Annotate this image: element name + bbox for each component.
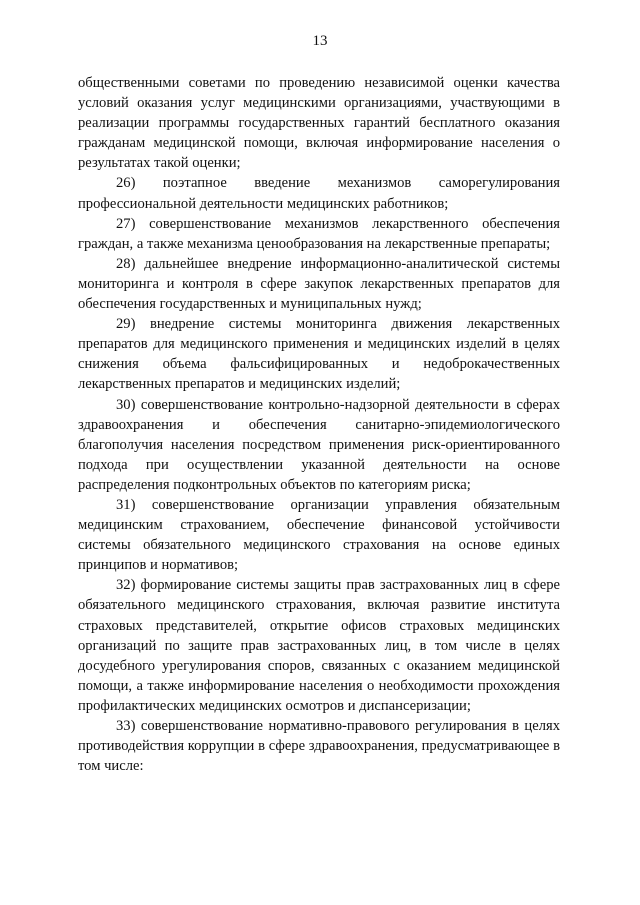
paragraph-item-33: 33) совершенствование нормативно-правового регулирования в целях противодействия коррупции в сфере здравоохранения, предусматривающее в том числе:	[78, 718, 560, 775]
body-text	[78, 73, 560, 776]
paragraph-item-28: 28) дальнейшее внедрение информационно-аналитической системы мониторинга и контроля в сфере закупок лекарственных препаратов для обеспечения государственных и муниципальных нужд;	[78, 255, 560, 313]
paragraph-item-32: 32) формирование системы защиты прав застрахованных лиц в сфере обязательного медицинского страхования, включая развитие института страховых представителей, открытие офисов страховых медицинских организаций по защите прав застрахованных лиц, в том числе в целях досудебного урегулирования споров, связанных с оказанием медицинской помощи, а также информирование населения о необходимости прохождения профилактических медицинских осмотров и диспансеризации;	[78, 577, 560, 714]
paragraph-continuation: общественными советами по проведению независимой оценки качества условий оказания услуг медицинскими организациями, участвующими в реализации программы государственных гарантий бесплатного оказания гражданам медицинской помощи, включая информирование населения о результатах такой оценки;	[78, 75, 560, 172]
paragraph-item-27: 27) совершенствование механизмов лекарственного обеспечения граждан, а также механизма ценообразования на лекарственные препараты;	[78, 215, 560, 252]
paragraph-item-31: 31) совершенствование организации управления обязательным медицинским страхованием, обеспечение финансовой устойчивости системы обязательного медицинского страхования на основе единых принципов и нормативов;	[78, 496, 560, 574]
paragraph-item-29: 29) внедрение системы мониторинга движения лекарственных препаратов для медицинского применения и медицинских изделий в целях снижения объема фальсифицированных и недоброкачественных лекарственных препаратов и медицинских изделий;	[78, 316, 560, 393]
paragraph-item-26: 26) поэтапное введение механизмов саморегулирования профессиональной деятельности медицинских работников;	[78, 175, 560, 212]
page-number: 13	[312, 33, 328, 49]
paragraph-item-30: 30) совершенствование контрольно-надзорной деятельности в сферах здравоохранения и обеспечения санитарно-эпидемиологического благополучия населения посредством применения риск-ориентированного подхода при осуществлении указанной деятельности на основе распределения подконтрольных объектов по категориям риска;	[78, 396, 560, 493]
